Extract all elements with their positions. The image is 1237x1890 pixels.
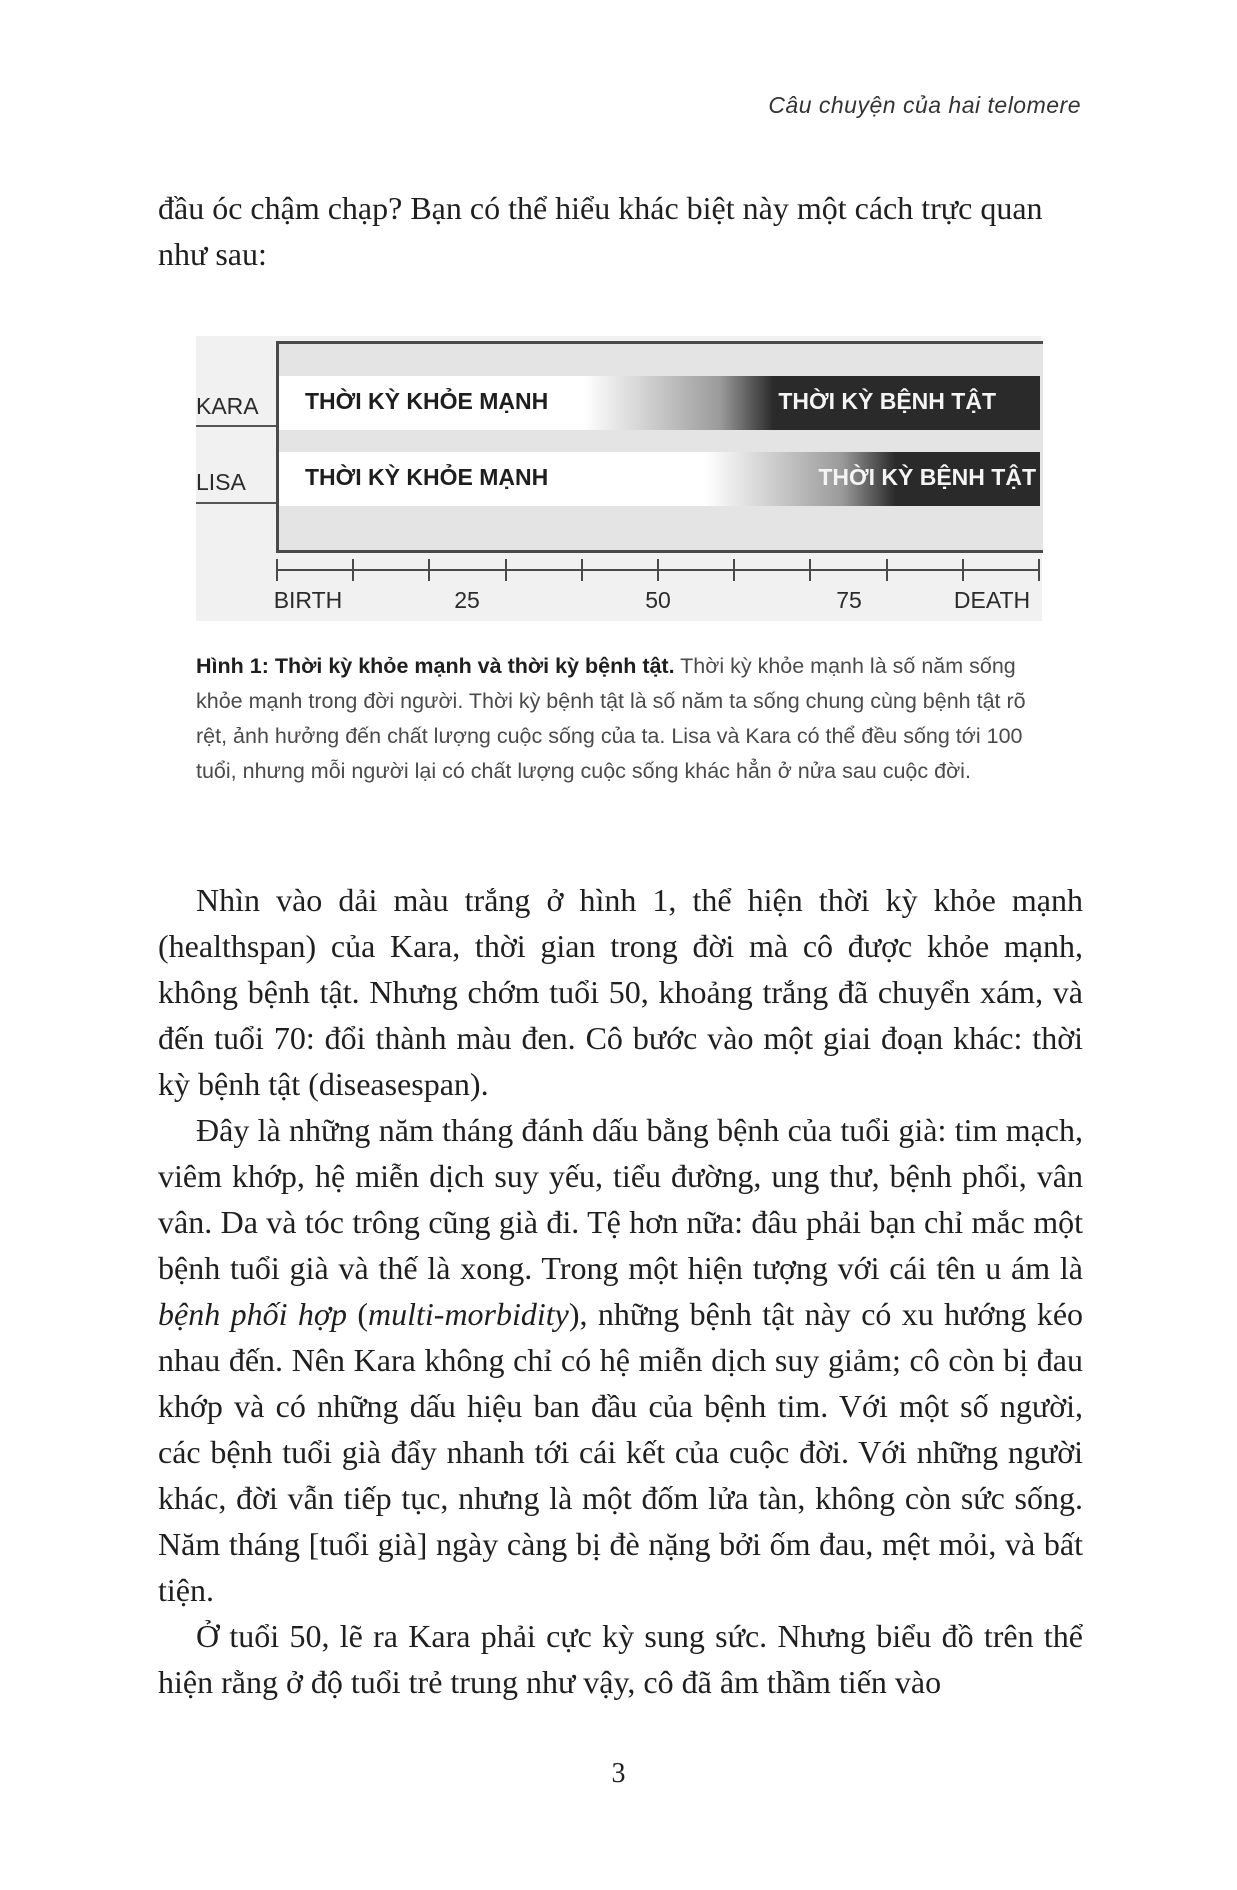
figure-healthspan <box>196 336 1042 621</box>
term-multimorbidity-vi: bệnh phối hợp <box>158 1296 347 1332</box>
row-label-kara: KARA <box>196 393 259 419</box>
term-multimorbidity-en: multi-morbidity <box>368 1296 569 1332</box>
running-header: Câu chuyện của hai telomere <box>768 92 1081 118</box>
figure-caption <box>196 649 1056 789</box>
axis-tick <box>886 559 888 581</box>
axis-tick <box>276 559 278 581</box>
axis-tick-label: 75 <box>836 587 862 613</box>
intro-text <box>158 185 1083 277</box>
axis-tick <box>1038 559 1040 581</box>
axis-tick <box>657 559 659 581</box>
bar-kara <box>279 376 1040 430</box>
axis-tick <box>733 559 735 581</box>
paragraph-1: Nhìn vào dải màu trắng ở hình 1, thể hiện thời kỳ khỏe mạnh (healthspan) của Kara, thời gian trong đời mà cô được khỏe mạnh, không bệnh tật. Nhưng chớm tuổi 50, khoảng trắng đã chuyển xám, và đến tuổi 70: đổi thành màu đen. Cô bước vào một giai đoạn khác: thời kỳ bệnh tật (diseasespan). <box>158 882 1083 1102</box>
bar-lisa-sick-label: THỜI KỲ BỆNH TẬT <box>818 464 1036 490</box>
row-label-lisa: LISA <box>196 469 246 495</box>
axis-tick <box>581 559 583 581</box>
axis-tick-label: 50 <box>645 587 671 613</box>
bar-kara-healthy-label: THỜI KỲ KHỎE MẠNH <box>305 388 549 414</box>
bar-kara-sick-label: THỜI KỲ BỆNH TẬT <box>778 388 996 414</box>
caption-lead: Hình 1: Thời kỳ khỏe mạnh và thời kỳ bệnh tật. <box>196 654 675 678</box>
axis-tick <box>352 559 354 581</box>
axis-tick-label: DEATH <box>953 587 1031 613</box>
axis-tick-label: 25 <box>454 587 480 613</box>
paragraph-2-part: Đây là những năm tháng đánh dấu bằng bệnh của tuổi già: tim mạch, viêm khớp, hệ miễn dịch suy yếu, tiểu đường, ung thư, bệnh phổi, vân vân. Da và tóc trông cũng già đi. Tệ hơn nữa: đâu phải bạn chỉ mắc một bệnh tuổi già và thế là xong. Trong một hiện tượng với cái tên u ám là <box>158 1112 1083 1286</box>
axis-tick <box>809 559 811 581</box>
axis-tick <box>505 559 507 581</box>
row-line-kara <box>196 425 278 427</box>
axis-tick <box>962 559 964 581</box>
caption-text: Thời kỳ khỏe mạnh là số năm sống khỏe mạnh trong đời người. Thời kỳ bệnh tật là số năm ta sống chung cùng bệnh tật rõ rệt, ảnh hưởng đến chất lượng cuộc sống của ta. Lisa và Kara có thể đều sống tới 100 tuổi, nhưng mỗi người lại có chất lượng cuộc sống khác hẳn ở nửa sau cuộc đời. <box>196 654 1026 783</box>
bar-lisa <box>279 452 1040 506</box>
paragraph-3: Ở tuổi 50, lẽ ra Kara phải cực kỳ sung sức. Nhưng biểu đồ trên thể hiện rằng ở độ tuổi trẻ trung như vậy, cô đã âm thầm tiến vào <box>158 1618 1083 1700</box>
chart-frame <box>276 341 1043 553</box>
paragraph-2-part: ), những bệnh tật này có xu hướng kéo nhau đến. Nên Kara không chỉ có hệ miễn dịch suy giảm; cô còn bị đau khớp và có những dấu hiệu ban đầu của bệnh tim. Với một số người, các bệnh tuổi già đẩy nhanh tới cái kết của cuộc đời. Với những người khác, đời vẫn tiếp tục, nhưng là một đốm lửa tàn, không còn sức sống. Năm tháng [tuổi già] ngày càng bị đè nặng bởi ốm đau, mệt mỏi, và bất tiện. <box>158 1296 1084 1608</box>
page-number: 3 <box>611 1758 626 1789</box>
body-text <box>158 877 1083 1705</box>
axis-tick-label: BIRTH <box>273 587 343 613</box>
row-line-lisa <box>196 502 278 504</box>
paragraph-2 <box>158 1107 1083 1613</box>
intro-paragraph: đầu óc chậm chạp? Bạn có thể hiểu khác biệt này một cách trực quan như sau: <box>158 190 1043 272</box>
paragraph-2-part: ( <box>346 1296 368 1332</box>
axis-tick <box>428 559 430 581</box>
bar-lisa-healthy-label: THỜI KỲ KHỎE MẠNH <box>305 464 549 490</box>
